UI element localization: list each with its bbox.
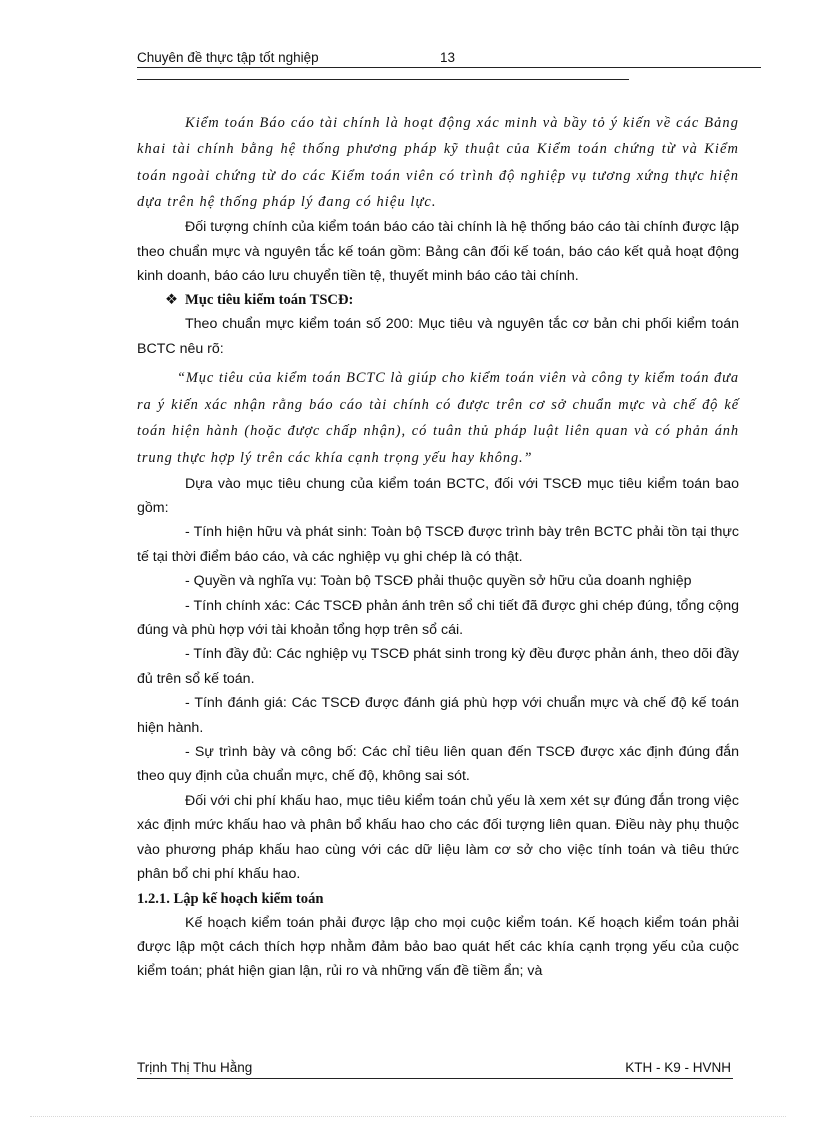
page-footer	[137, 1059, 733, 1079]
header-title: Chuyên đề thực tập tốt nghiệp	[137, 50, 319, 65]
page-header	[137, 49, 761, 68]
general-objective-paragraph: Dựa vào mục tiêu chung của kiểm toán BCTC, đối với TSCĐ mục tiêu kiểm toán bao gồm:	[137, 475, 739, 516]
document-body	[137, 110, 739, 984]
header-divider	[137, 79, 629, 80]
objectives-heading	[165, 288, 739, 312]
footer-author: Trịnh Thị Thu Hằng	[137, 1060, 253, 1075]
page-number: 13	[440, 50, 456, 65]
diamond-bullet-icon: ❖	[165, 292, 179, 309]
standard-quote: “Mục tiêu của kiểm toán BCTC là giúp cho kiểm toán viên và công ty kiểm toán đưa ra ý kiến xác nhận rằng báo cáo tài chính có được trên cơ sở chuẩn mực và chế độ kế toán hiện hành (hoặc được chấp nhận), có tuân thủ pháp luật liên quan và có phản ánh trung thực hợp lý trên các khía cạnh trọng yếu hay không.”	[137, 370, 739, 466]
completeness-item: - Tính đầy đủ: Các nghiệp vụ TSCĐ phát sinh trong kỳ đều được phản ánh, theo dõi đầy đủ trên sổ kế toán.	[137, 646, 739, 687]
definition-paragraph: Kiểm toán Báo cáo tài chính là hoạt động xác minh và bầy tỏ ý kiến về các Bảng khai tài chính bằng hệ thống phương pháp kỹ thuật của Kiểm toán chứng từ và Kiểm toán ngoài chứng từ do các Kiểm toán viên có trình độ nghiệp vụ tương xứng thực hiện dựa trên hệ thống pháp lý đang có hiệu lực.	[137, 115, 739, 210]
object-paragraph: Đối tượng chính của kiểm toán báo cáo tài chính là hệ thống báo cáo tài chính được lập theo chuẩn mực và nguyên tắc kế toán gồm: Bảng cân đối kế toán, báo cáo kết quả hoạt động kinh doanh, báo cáo lưu chuyển tiền tệ, thuyết minh báo cáo tài chính.	[137, 219, 739, 284]
valuation-item: - Tính đánh giá: Các TSCĐ được đánh giá phù hợp với chuẩn mực và chế độ kế toán hiện hành.	[137, 695, 739, 736]
existence-item: - Tính hiện hữu và phát sinh: Toàn bộ TSCĐ được trình bày trên BCTC phải tồn tại thực tế tại thời điểm báo cáo, và các nghiệp vụ ghi chép là có thật.	[137, 524, 739, 565]
presentation-item: - Sự trình bày và công bố: Các chỉ tiêu liên quan đến TSCĐ được xác định đúng đắn theo quy định của chuẩn mực, chế độ, không sai sót.	[137, 744, 739, 785]
accuracy-item: - Tính chính xác: Các TSCĐ phản ánh trên sổ chi tiết đã được ghi chép đúng, tổng cộng đúng và phù hợp với tài khoản tổng hợp trên sổ cái.	[137, 597, 739, 639]
rights-item: - Quyền và nghĩa vụ: Toàn bộ TSCĐ phải thuộc quyền sở hữu của doanh nghiệp	[185, 573, 692, 590]
planning-paragraph: Kế hoạch kiểm toán phải được lập cho mọi cuộc kiểm toán. Kế hoạch kiểm toán phải được lập một cách thích hợp nhằm đảm bảo bao quát hết các khía cạnh trọng yếu của cuộc kiểm toán; phát hiện gian lận, rủi ro và những vấn đề tiềm ẩn; và	[137, 914, 739, 980]
page-bottom-dotted-rule	[30, 1116, 786, 1117]
footer-class-code: KTH - K9 - HVNH	[625, 1060, 731, 1075]
standard-intro-paragraph: Theo chuẩn mực kiểm toán số 200: Mục tiêu và nguyên tắc cơ bản chi phối kiểm toán BCTC nêu rõ:	[137, 316, 739, 357]
section-heading: 1.2.1. Lập kế hoạch kiểm toán	[137, 890, 324, 907]
objectives-heading-text: Mục tiêu kiểm toán TSCĐ:	[185, 292, 354, 309]
depreciation-paragraph: Đối với chi phí khấu hao, mục tiêu kiểm toán chủ yếu là xem xét sự đúng đắn trong việc xác định mức khấu hao và phân bổ khấu hao cho các đối tượng liên quan. Điều này phụ thuộc vào phương pháp khấu hao cùng với các dữ liệu làm cơ sở cho việc tính toán và tiêu thức phân bổ chi phí khấu hao.	[137, 792, 739, 883]
